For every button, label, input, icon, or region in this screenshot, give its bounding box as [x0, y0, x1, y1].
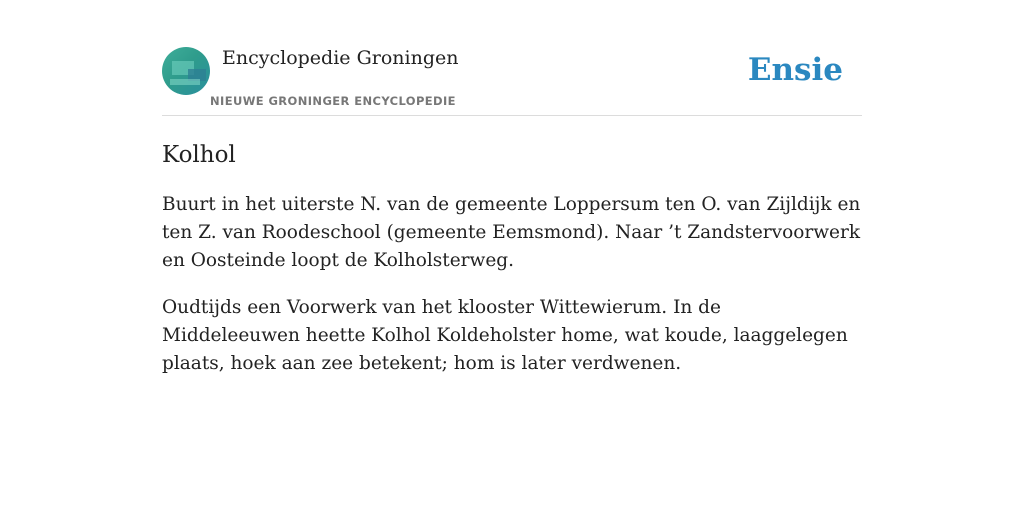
ensie-brand-logo[interactable]: Ensie: [747, 52, 843, 88]
page-container: [162, 46, 862, 378]
site-title-link[interactable]: Encyclopedie Groningen: [222, 47, 459, 69]
encyclopedia-logo-icon[interactable]: [162, 47, 210, 95]
article-paragraph: Oudtijds een Voorwerk van het klooster Wittewierum. In de Middeleeuwen heette Kolhol Koldeholster home, wat koude, laaggelegen plaats, hoek aan zee betekent; hom is later verdwenen.: [162, 297, 848, 374]
site-header: [162, 46, 862, 116]
site-subtitle: NIEUWE GRONINGER ENCYCLOPEDIE: [210, 94, 456, 108]
article-title: Kolhol: [162, 142, 236, 168]
article-paragraph: Buurt in het uiterste N. van de gemeente Loppersum ten O. van Zijldijk en ten Z. van Roodeschool (gemeente Eemsmond). Naar ’t Zandstervoorwerk en Oosteinde loopt de Kolholsterweg.: [162, 194, 861, 271]
